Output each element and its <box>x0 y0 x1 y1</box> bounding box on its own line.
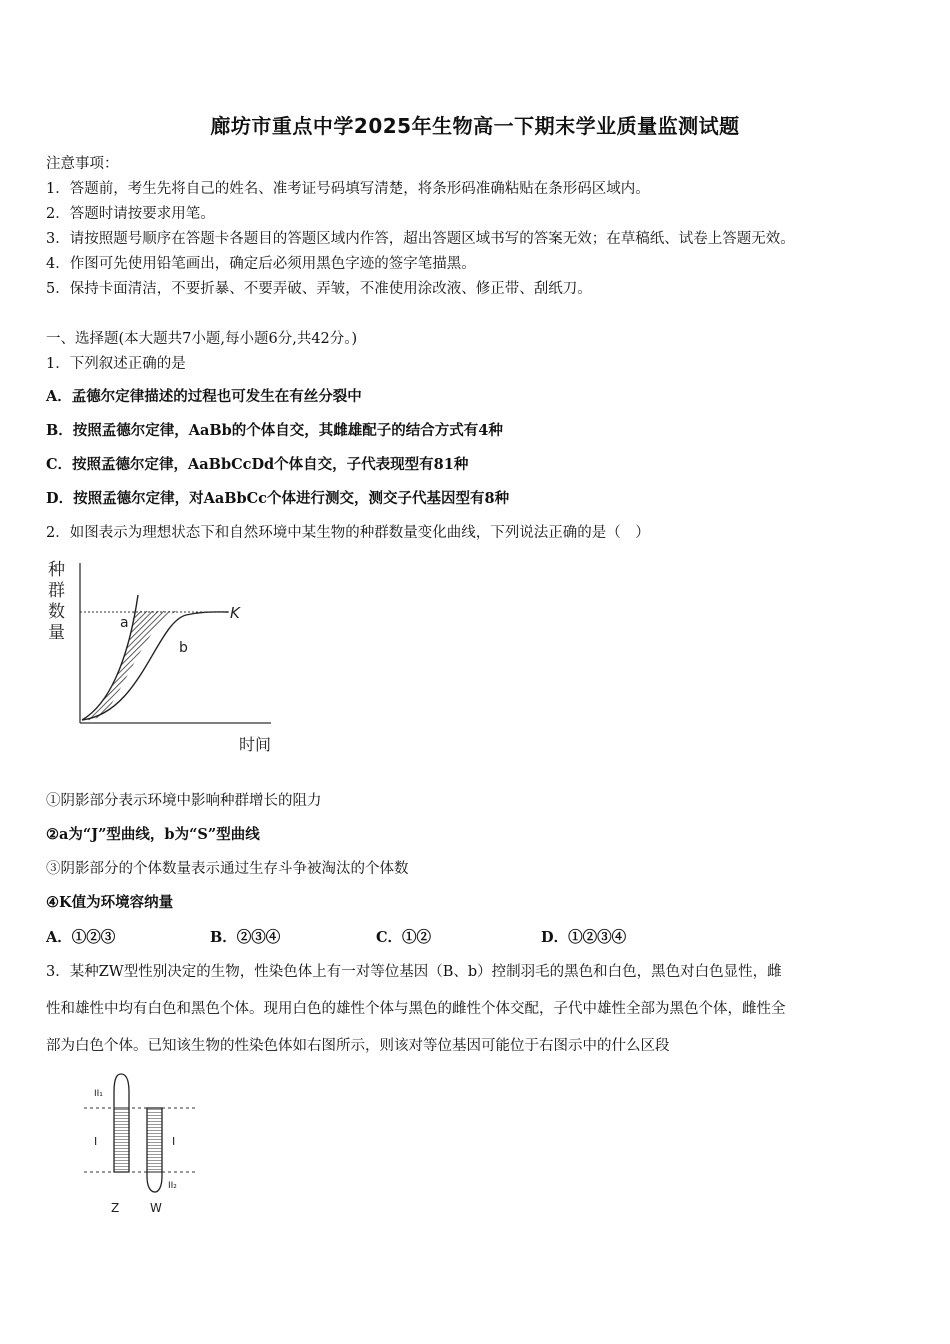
q1-option-d: D．按照孟德尔定律，对AaBbCc个体进行测交，测交子代基因型有8种 <box>46 490 510 507</box>
curve-b-label: b <box>179 640 188 656</box>
notice-item: 2．答题时请按要求用笔。 <box>46 206 215 222</box>
y-label-char: 数 <box>48 602 65 622</box>
curve-a-label: a <box>120 615 129 631</box>
y-label-char: 群 <box>48 581 65 601</box>
z-homologous-region <box>114 1108 129 1172</box>
q1-option-a: A．孟德尔定律描述的过程也可发生在有丝分裂中 <box>46 388 362 405</box>
exam-title: 廊坊市重点中学2025年生物高一下期末学业质量监测试题 <box>210 114 740 138</box>
y-label-char: 种 <box>48 560 65 580</box>
section-heading: 一、选择题(本大题共7小题,每小题6分,共42分。) <box>46 331 358 347</box>
notice-item: 3．请按照题号顺序在答题卡各题目的答题区域内作答，超出答题区域书写的答案无效；在草稿纸、试卷上答题无效。 <box>46 231 795 247</box>
q2-statement-1: ①阴影部分表示环境中影响种群增长的阻力 <box>46 793 322 809</box>
x-axis-label: 时间 <box>239 735 272 754</box>
q2-option-c: C．①② <box>376 929 432 946</box>
k-label: K <box>230 604 240 622</box>
label-w: W <box>150 1201 162 1215</box>
q3-stem-line: 3．某种ZW型性别决定的生物，性染色体上有一对等位基因（B、b）控制羽毛的黑色和白色，黑色对白色显性，雌 <box>46 964 782 980</box>
q3-stem-line: 性和雄性中均有白色和黑色个体。现用白色的雄性个体与黑色的雌性个体交配，子代中雄性全部为黑色个体，雌性全 <box>46 1001 786 1017</box>
q2-statement-4: ④K值为环境容纳量 <box>46 894 174 911</box>
label-z: Z <box>111 1201 120 1215</box>
y-axis-label <box>48 560 65 643</box>
w-homologous-region <box>147 1108 162 1172</box>
notice-item: 4．作图可先使用铅笔画出，确定后必须用黑色字迹的签字笔描黑。 <box>46 256 476 272</box>
label-ii1: II₁ <box>94 1089 103 1099</box>
q2-option-b: B．②③④ <box>210 929 281 946</box>
notice-item: 5．保持卡面清洁，不要折暴、不要弄破、弄皱，不准使用涂改液、修正带、刮纸刀。 <box>46 281 592 297</box>
q2-statement-3: ③阴影部分的个体数量表示通过生存斗争被淘汰的个体数 <box>46 861 409 877</box>
q1-option-b: B．按照孟德尔定律，AaBb的个体自交，其雌雄配子的结合方式有4种 <box>46 422 503 439</box>
notice-item: 1．答题前，考生先将自己的姓名、准考证号码填写清楚，将条形码准确粘贴在条形码区域内。 <box>46 181 650 197</box>
sex-chromosome-figure <box>80 1070 210 1220</box>
q3-stem-line: 部为白色个体。已知该生物的性染色体如右图所示，则该对等位基因可能位于右图示中的什么区段 <box>46 1038 670 1054</box>
population-curve-figure <box>46 553 286 758</box>
q2-option-d: D．①②③④ <box>541 929 627 946</box>
label-i-left: I <box>94 1135 98 1148</box>
y-label-char: 量 <box>48 623 65 643</box>
notice-header: 注意事项： <box>46 156 119 172</box>
q2-option-a: A．①②③ <box>46 929 116 946</box>
label-ii2: II₂ <box>168 1181 177 1191</box>
q2-statement-2: ②a为“J”型曲线，b为“S”型曲线 <box>46 826 260 843</box>
label-i-right: I <box>172 1135 176 1148</box>
q1-stem: 1．下列叙述正确的是 <box>46 356 186 372</box>
q2-stem: 2．如图表示为理想状态下和自然环境中某生物的种群数量变化曲线，下列说法正确的是（ ） <box>46 525 650 541</box>
q1-option-c: C．按照孟德尔定律，AaBbCcDd个体自交，子代表现型有81种 <box>46 456 469 473</box>
